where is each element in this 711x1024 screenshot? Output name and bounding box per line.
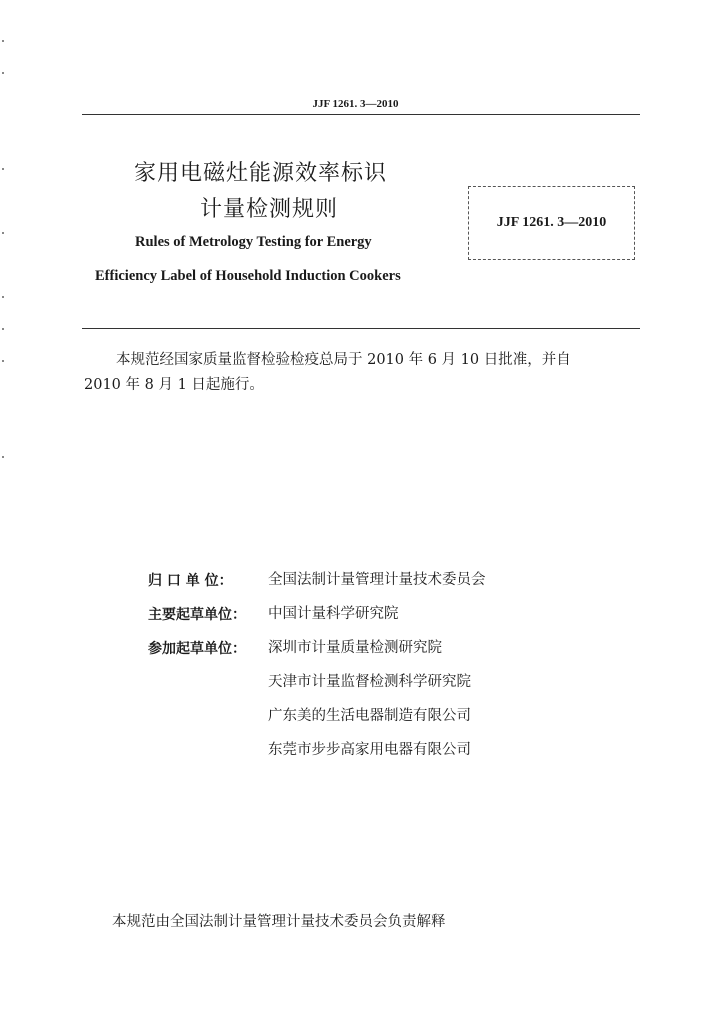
unit-value: 广东美的生活电器制造有限公司 — [268, 708, 471, 724]
section-rule — [82, 328, 640, 329]
margin-mark — [2, 328, 4, 330]
unit-value: 全国法制计量管理计量技术委员会 — [268, 572, 486, 588]
unit-row — [148, 636, 648, 670]
unit-row — [148, 670, 648, 704]
interpretation-note: 本规范由全国法制计量管理计量技术委员会负责解释 — [112, 914, 446, 930]
margin-mark — [2, 232, 4, 234]
unit-value: 天津市计量监督检测科学研究院 — [268, 674, 471, 690]
unit-row — [148, 568, 648, 602]
approval-line1: 本规范经国家质量监督检验检疫总局于 2010 年 6 月 10 日批准，并自 — [116, 352, 571, 368]
unit-value: 中国计量科学研究院 — [268, 606, 399, 622]
title-en-line1: Rules of Metrology Testing for Energy — [135, 234, 372, 250]
unit-row — [148, 602, 648, 636]
unit-row — [148, 738, 648, 772]
title-en-line2: Efficiency Label of Household Induction Cookers — [95, 268, 401, 284]
title-cn-line1: 家用电磁灶能源效率标识 — [134, 161, 388, 186]
unit-value: 东莞市步步高家用电器有限公司 — [268, 742, 471, 758]
margin-mark — [2, 72, 4, 74]
standard-code-box-text: JJF 1261. 3—2010 — [496, 215, 607, 230]
header-rule — [82, 114, 640, 115]
title-cn-line2: 计量检测规则 — [200, 197, 339, 222]
header-standard-code: JJF 1261. 3—2010 — [312, 98, 399, 110]
unit-value: 深圳市计量质量检测研究院 — [268, 640, 442, 656]
margin-mark — [2, 360, 4, 362]
unit-label: 参加起草单位： — [148, 641, 246, 657]
unit-label: 归 口 单 位： — [148, 573, 233, 589]
standard-code-box — [468, 186, 635, 260]
approval-line2: 2010 年 8 月 1 日起施行。 — [84, 377, 264, 393]
unit-row — [148, 704, 648, 738]
unit-label: 主要起草单位： — [148, 607, 246, 623]
margin-mark — [2, 40, 4, 42]
drafting-units — [148, 568, 648, 772]
margin-mark — [2, 168, 4, 170]
margin-mark — [2, 456, 4, 458]
margin-mark — [2, 296, 4, 298]
